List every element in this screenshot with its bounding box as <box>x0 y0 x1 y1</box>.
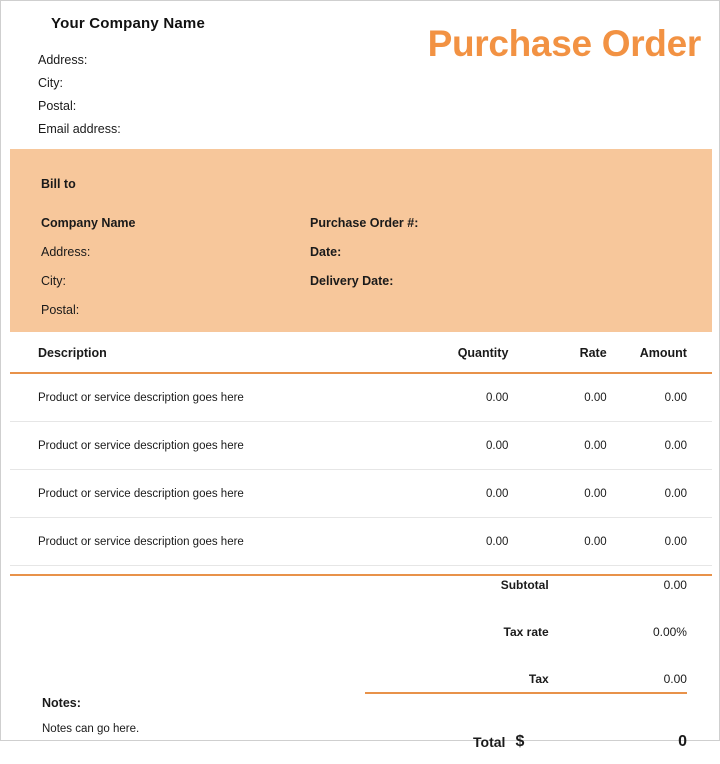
bill-to-postal: Postal: <box>41 303 80 317</box>
company-postal-line: Postal: <box>38 99 77 113</box>
tax-rate-value: 0.00% <box>652 624 687 639</box>
document-header <box>1 1 719 136</box>
bill-to-city: City: <box>41 274 66 288</box>
subtotal-row <box>10 561 712 608</box>
cell-rate: 0.00 <box>584 487 607 500</box>
cell-rate: 0.00 <box>584 439 607 452</box>
cell-description: Product or service description goes here <box>38 535 244 548</box>
cell-quantity: 0.00 <box>486 487 509 500</box>
table-row <box>10 374 712 422</box>
company-city-line: City: <box>38 76 63 90</box>
order-meta <box>310 209 418 296</box>
column-header-rate: Rate <box>579 346 607 360</box>
cell-description: Product or service description goes here <box>38 391 244 404</box>
line-items-table <box>10 346 712 576</box>
subtotal-value: 0.00 <box>663 577 687 592</box>
cell-amount: 0.00 <box>664 535 687 548</box>
notes-label: Notes: <box>42 696 81 710</box>
notes-section <box>42 696 139 735</box>
cell-rate: 0.00 <box>584 391 607 404</box>
notes-text: Notes can go here. <box>42 723 140 735</box>
table-row <box>10 518 712 566</box>
document-title: Purchase Order <box>427 23 701 64</box>
tax-label: Tax <box>528 671 549 686</box>
cell-amount: 0.00 <box>664 439 687 452</box>
tax-row <box>10 655 712 702</box>
cell-quantity: 0.00 <box>486 439 509 452</box>
cell-quantity: 0.00 <box>486 535 509 548</box>
bill-to-address: Address: <box>41 245 91 259</box>
grand-total-label: Total <box>473 734 506 750</box>
grand-total-divider <box>365 692 687 694</box>
tax-rate-label: Tax rate <box>503 624 549 639</box>
table-row <box>10 422 712 470</box>
order-date-label: Date: <box>310 245 342 259</box>
company-email-line: Email address: <box>38 122 121 136</box>
cell-rate: 0.00 <box>584 535 607 548</box>
company-address-line: Address: <box>38 53 88 67</box>
bill-to-company-name: Company Name <box>41 216 136 230</box>
grand-total-value: 0 <box>678 733 687 750</box>
subtotal-label: Subtotal <box>500 577 549 592</box>
tax-rate-row <box>10 608 712 655</box>
bill-to-details <box>41 209 135 325</box>
table-row <box>10 470 712 518</box>
company-address-block <box>38 49 121 141</box>
tax-value: 0.00 <box>663 671 687 686</box>
column-header-amount: Amount <box>639 346 687 360</box>
purchase-order-number-label: Purchase Order #: <box>310 216 419 230</box>
cell-description: Product or service description goes here <box>38 487 244 500</box>
company-name: Your Company Name <box>51 15 205 32</box>
cell-quantity: 0.00 <box>486 391 509 404</box>
bill-to-label: Bill to <box>41 177 76 191</box>
grand-total-currency: $ <box>515 733 525 750</box>
cell-description: Product or service description goes here <box>38 439 244 452</box>
bill-to-band <box>10 149 712 332</box>
delivery-date-label: Delivery Date: <box>310 274 394 288</box>
column-header-description: Description <box>38 346 107 360</box>
cell-amount: 0.00 <box>664 487 687 500</box>
table-header-row <box>10 346 712 374</box>
column-header-quantity: Quantity <box>457 346 509 360</box>
cell-amount: 0.00 <box>664 391 687 404</box>
